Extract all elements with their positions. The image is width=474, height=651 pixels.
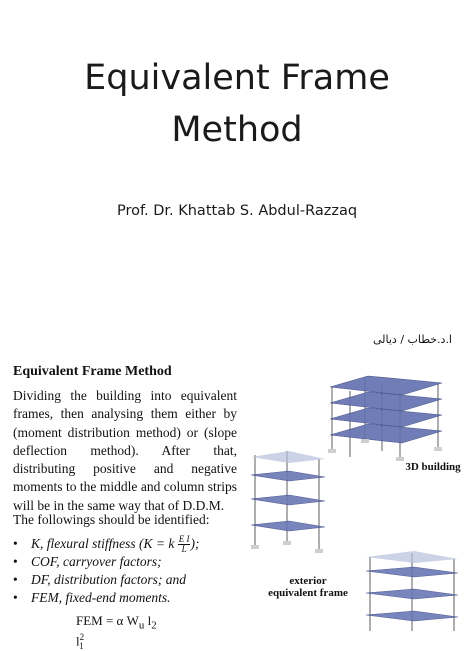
formula-main: FEM = α W bbox=[76, 613, 139, 628]
arabic-header: ا.د.خطاب / ديالى bbox=[372, 333, 452, 346]
fraction-numerator: E I bbox=[178, 534, 190, 545]
main-title bbox=[0, 52, 474, 156]
section-heading: Equivalent Frame Method bbox=[13, 364, 172, 379]
list-item: • FEM, fixed-end moments. bbox=[13, 589, 243, 607]
list-item: • DF, distribution factors; and bbox=[13, 571, 243, 589]
formula-l2: l bbox=[144, 613, 152, 628]
bullet-label: K, flexural stiffness bbox=[31, 536, 136, 551]
intro-line: The followings should be identified: bbox=[13, 512, 210, 527]
interior-frame-figure bbox=[362, 551, 462, 631]
equivalent-frame-figure bbox=[245, 447, 330, 557]
bullet-list bbox=[13, 535, 243, 607]
list-item: • COF, carryover factors; bbox=[13, 553, 243, 571]
title-slide bbox=[0, 0, 474, 320]
bullet-formula-prefix: (K = k bbox=[135, 536, 178, 551]
bullet-formula-suffix: ); bbox=[190, 536, 200, 551]
list-item bbox=[13, 535, 243, 553]
formula-sub-1: 1 bbox=[79, 640, 84, 651]
formula-l1: l bbox=[76, 632, 80, 648]
frame-label bbox=[258, 575, 358, 599]
stiffness-fraction bbox=[178, 535, 191, 554]
building-3d-figure bbox=[320, 373, 460, 468]
building-label: 3D building bbox=[405, 461, 461, 473]
title-line-2: Method bbox=[171, 110, 303, 150]
frame-label-line-1: exterior bbox=[289, 575, 327, 587]
body-paragraph: Dividing the building into equivalent frames, then analysing them either by (moment distribution method) or (slope deflection method). After that, distributing positive and negative moments to the middle and column strips will be in the same way that of D.D.M. bbox=[13, 388, 237, 513]
fraction-denominator: L bbox=[181, 544, 187, 555]
formula-sub-u: u bbox=[138, 619, 145, 632]
content-page bbox=[0, 355, 474, 651]
title-line-1: Equivalent Frame bbox=[84, 58, 390, 98]
formula-sup-2: 2 bbox=[79, 631, 85, 642]
formula-sub-2: 2 bbox=[151, 619, 157, 632]
author-name: Prof. Dr. Khattab S. Abdul-Razzaq bbox=[116, 203, 358, 219]
frame-label-line-2: equivalent frame bbox=[268, 587, 348, 599]
